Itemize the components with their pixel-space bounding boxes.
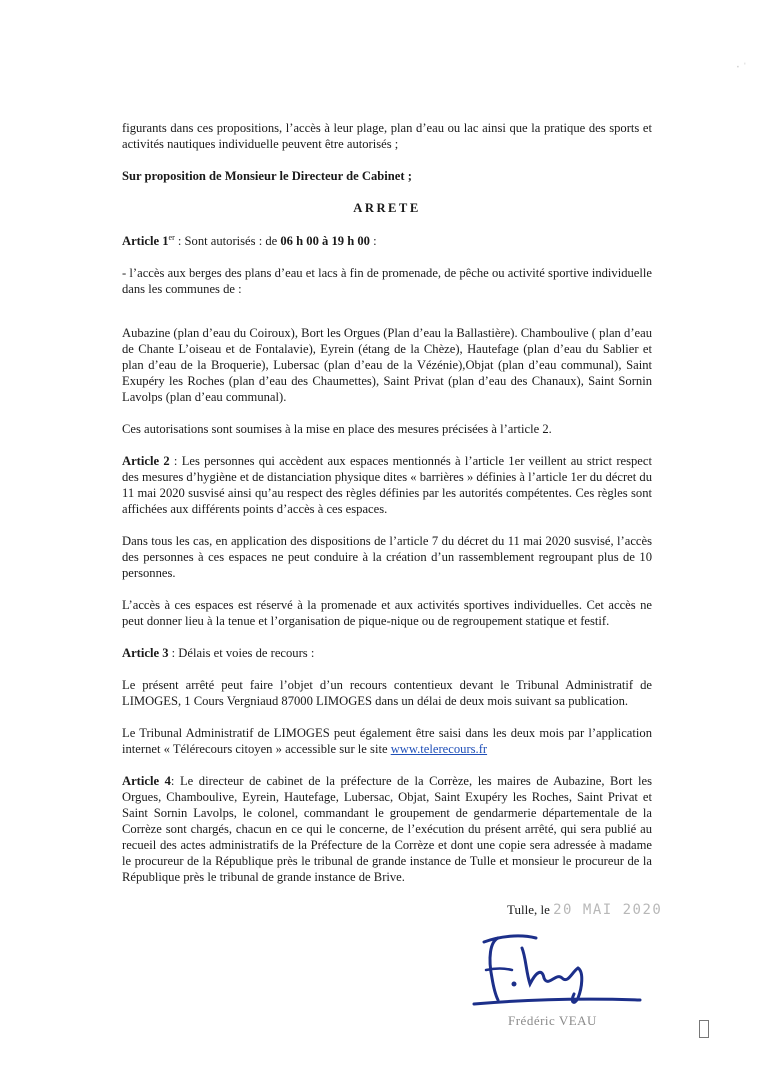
article2-paragraph-3: L’accès à ces espaces est réservé à la promenade et aux activités sportives individuelles. Cet accès ne peut donner lieu à la tenue et l’organisation de pique-nique ou de regroupement statique et festif. bbox=[122, 598, 652, 629]
page-corner-mark bbox=[699, 1020, 709, 1038]
article1-colon: : bbox=[174, 234, 185, 249]
intro-paragraph: figurants dans ces propositions, l’accès à leur plage, plan d’eau ou lac ainsi que la pratique des sports et activités nautiques individuelle peuvent être autorisés ; bbox=[122, 121, 652, 151]
article3-heading bbox=[122, 645, 652, 661]
article2-paragraph-2: Dans tous les cas, en application des dispositions de l’article 7 du décret du 11 mai 2020 susvisé, l’accès des personnes à ces espaces ne peut conduire à la création d’un rassemblement regroupant plus de 10 personnes. bbox=[122, 534, 652, 581]
article1-communes: Aubazine (plan d’eau du Coiroux), Bort les Orgues (Plan d’eau la Ballastière). Chamboulive ( plan d’eau de Chante L’oiseau et de Fontalavie), Eyrein (étang de la Chèze), Hautefage (plan d’eau du Sablier et plan d’eau de la Broquerie), Lubersac (plan d’eau de la Vézénie),Objat (plan d’eau communal), Saint Exupéry les Roches (plan d’eau des Chaumettes), Saint Privat (plan d’eau des Chanaux), Saint Sornin Lavolps (plan d’eau communal). bbox=[122, 326, 652, 405]
article1-text: Sont autorisés : de bbox=[184, 234, 281, 249]
article4-text: : Le directeur de cabinet de la préfecture de la Corrèze, les maires de Aubazine, Bort les Orgues, Chamboulive, Eyrein, Hautefage, Lubersac, Objat, Saint Exupéry les Roches, Saint Privat et Saint Sornin Lavolps, le colonel, commandant le groupement de gendarmerie départementale de la Corrèze sont chargés, chacun en ce qui le concerne, de l’exécution du présent arrêté, qui sera publié au recueil des actes administratifs de la Préfecture de la Corrèze et dont une copie sera adressée à madame le procureur de la République près le tribunal de grande instance de Tulle et monsieur le procureur de la République près le tribunal de grande instance de Brive. bbox=[122, 774, 652, 885]
article4-paragraph bbox=[122, 773, 652, 885]
signatory-name: Frédéric VEAU bbox=[508, 1013, 597, 1028]
signature bbox=[470, 928, 660, 1013]
article2-text: : Les personnes qui accèdent aux espaces mentionnés à l’article 1er veillent au strict respect des mesures d’hygiène et de distanciation physique dites « barrières » définies à l’article 1er du décret du 11 mai 2020 susvisé ainsi qu’au respect des règles définies par les autorités compétentes. Ces règles sont affichées aux différents points d’accès à ces espaces. bbox=[122, 454, 652, 517]
article1-conditions: Ces autorisations sont soumises à la mise en place des mesures précisées à l’article 2. bbox=[122, 422, 552, 437]
article1-label: Article 1 bbox=[122, 234, 169, 249]
article3-text: : Délais et voies de recours : bbox=[168, 646, 315, 661]
telerecours-link[interactable]: www.telerecours.fr bbox=[390, 742, 488, 757]
article2-label: Article 2 bbox=[122, 454, 170, 469]
decree-title: ARRETE bbox=[353, 201, 421, 215]
article1-end: : bbox=[369, 234, 377, 249]
article2-paragraph bbox=[122, 453, 652, 517]
date-place: Tulle, le bbox=[507, 902, 550, 917]
article3-paragraph-2 bbox=[122, 725, 652, 757]
document-body bbox=[122, 120, 652, 901]
date-line bbox=[507, 902, 662, 918]
article3-p2-text: Le Tribunal Administratif de LIMOGES peut également être saisi dans les deux mois par l’application internet « Télérecours citoyen » accessible sur le site bbox=[122, 726, 652, 757]
margin-mark: ‧ ˈ bbox=[736, 60, 747, 74]
article1-sup: er bbox=[168, 233, 175, 242]
article3-label: Article 3 bbox=[122, 646, 169, 661]
article4-label: Article 4 bbox=[122, 774, 171, 789]
article3-paragraph-1: Le présent arrêté peut faire l’objet d’un recours contentieux devant le Tribunal Administratif de LIMOGES, 1 Cours Vergniaud 87000 LIMOGES dans un délai de deux mois suivant sa publication. bbox=[122, 678, 652, 709]
date-stamp: 20 MAI 2020 bbox=[553, 902, 663, 918]
article1-hours: 06 h 00 à 19 h 00 bbox=[280, 234, 370, 249]
article1-heading bbox=[122, 230, 652, 249]
article1-access: - l’accès aux berges des plans d’eau et lacs à fin de promenade, de pêche ou activité sportive individuelle dans les communes de : bbox=[122, 266, 652, 297]
proposition-line: Sur proposition de Monsieur le Directeur de Cabinet ; bbox=[122, 169, 412, 183]
